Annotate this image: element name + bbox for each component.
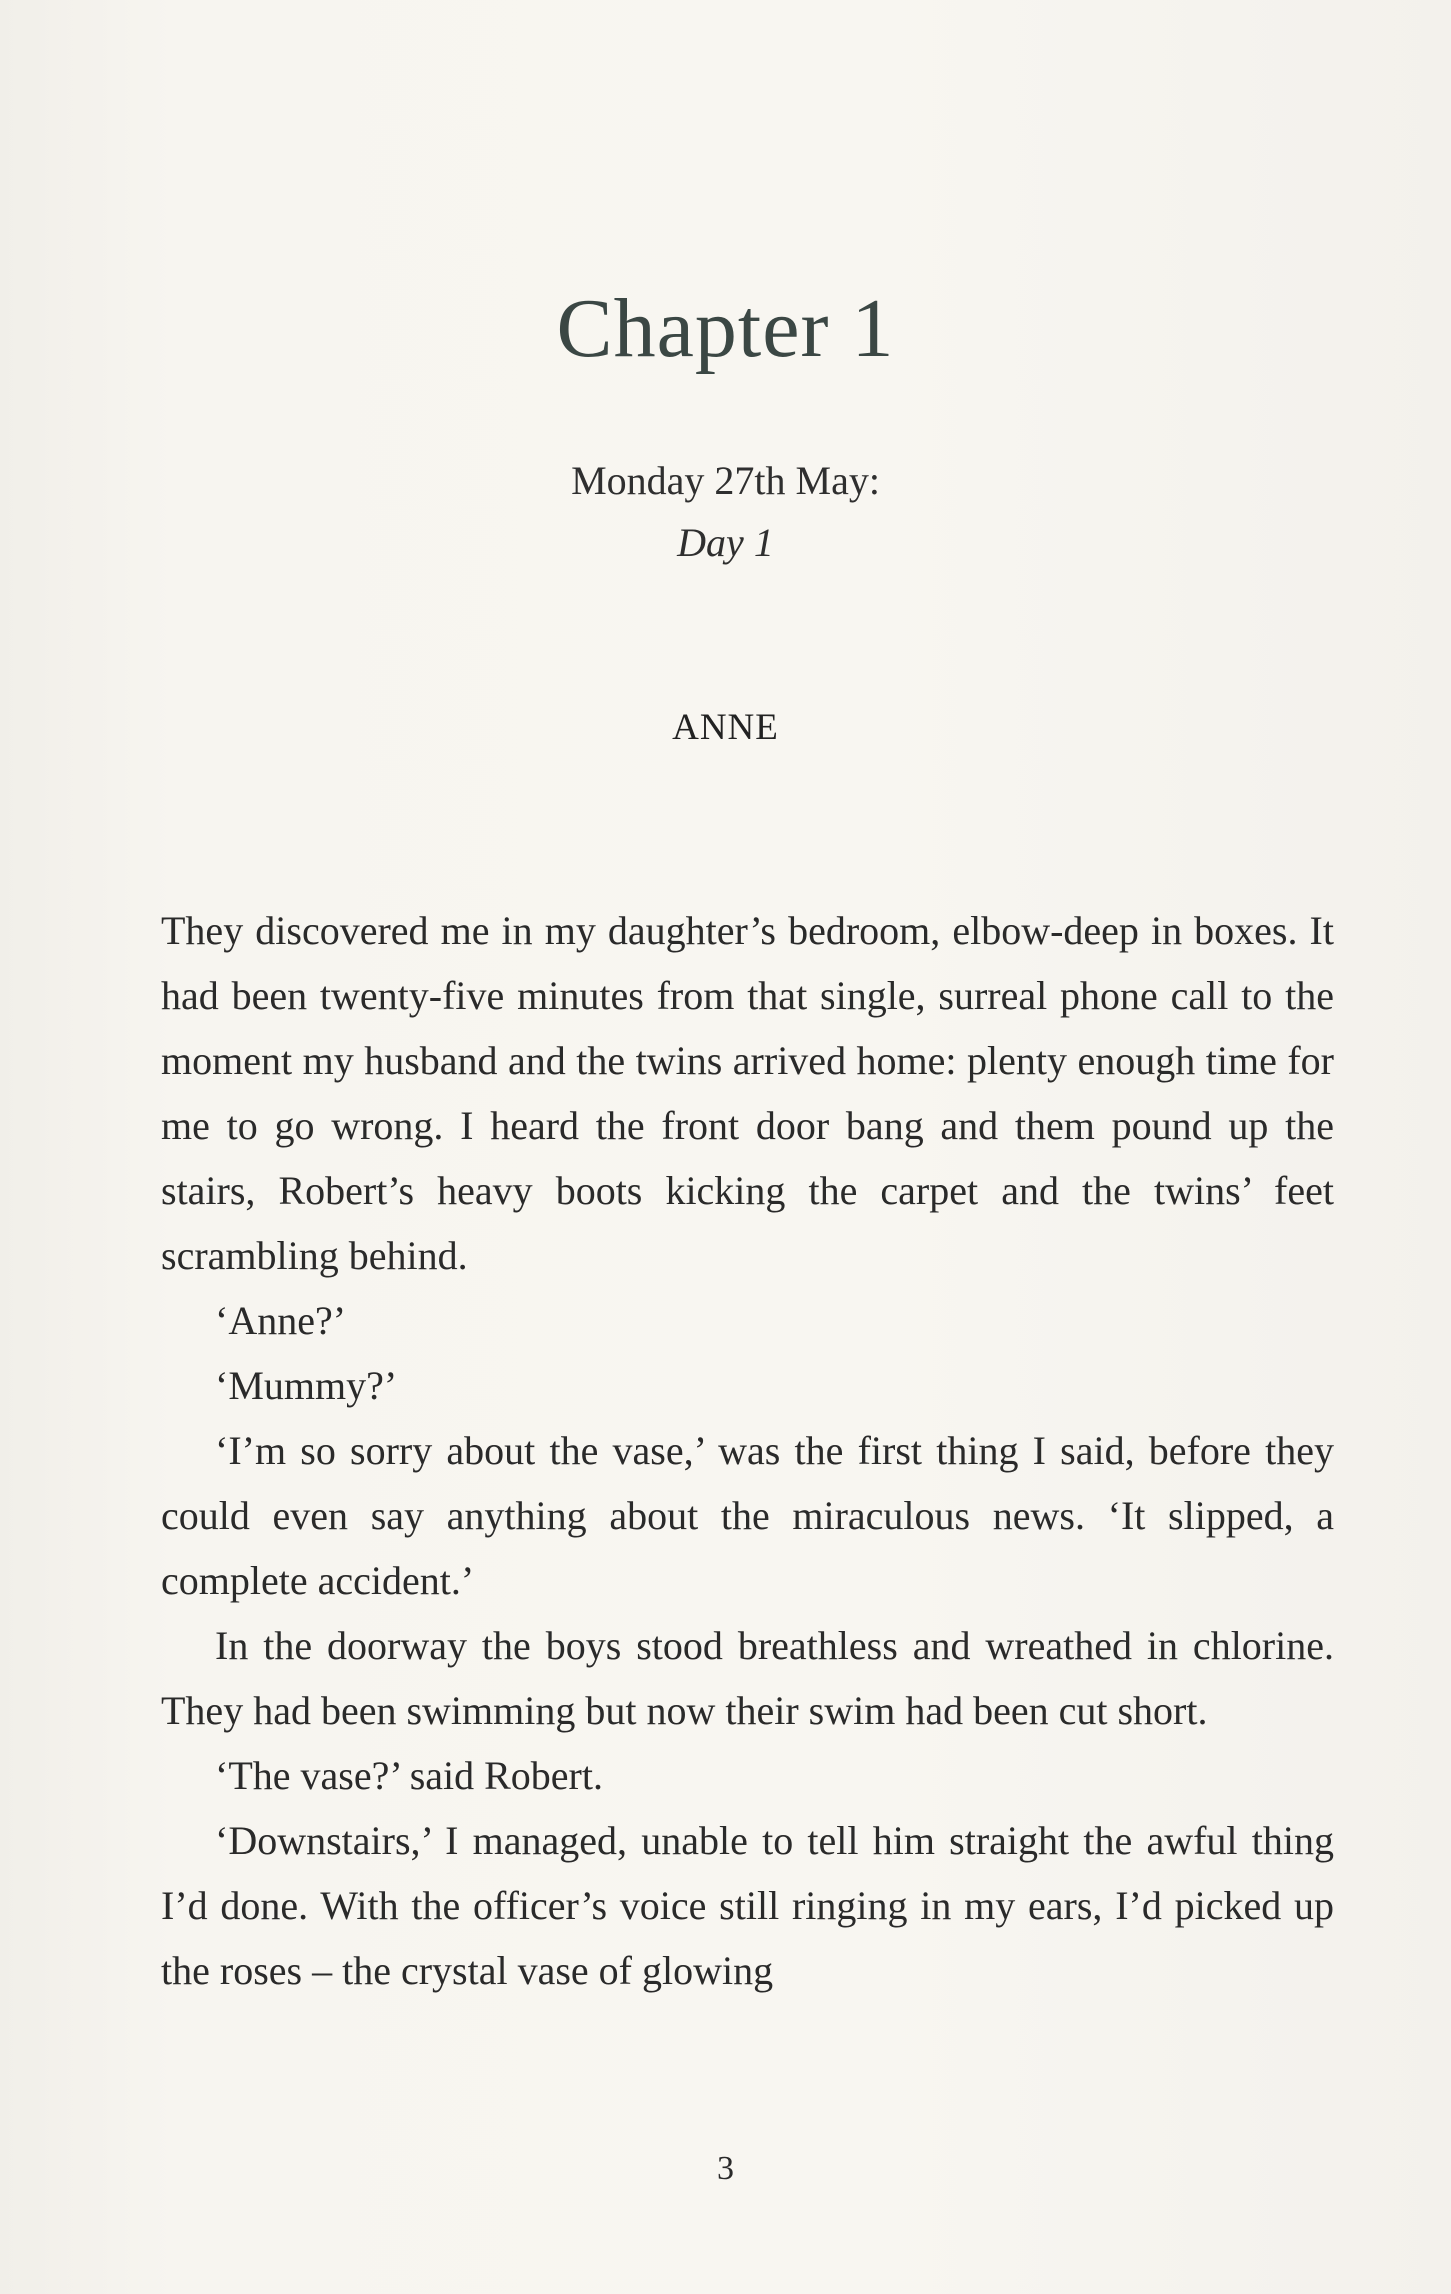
narrator-name: ANNE [672,707,779,748]
paragraph: ‘I’m so sorry about the vase,’ was the first thing I said, before they could even say anything about the miraculous news. ‘It slipped, a complete accident.’ [161,1428,1334,1603]
chapter-dateline [0,450,1451,574]
body-text [161,898,1334,2003]
paragraph: ‘Downstairs,’ I managed, unable to tell him straight the awful thing I’d done. With the officer’s voice still ringing in my ears, I’d picked up the roses – the crystal vase of glowing [161,1818,1334,1993]
chapter-day: Day 1 [677,520,774,565]
page-number: 3 [717,2150,734,2187]
paragraph: They discovered me in my daughter’s bedroom, elbow-deep in boxes. It had been twenty-five minutes from that single, surreal phone call to the moment my husband and the twins arrived home: plenty enough time for me to go wrong. I heard the front door bang and them pound up the stairs, Robert’s heavy boots kicking the carpet and the twins’ feet scrambling behind. [161,908,1334,1278]
paragraph: ‘Mummy?’ [215,1363,398,1408]
paragraph: In the doorway the boys stood breathless and wreathed in chlorine. They had been swimming but now their swim had been cut short. [161,1623,1334,1733]
paragraph: ‘Anne?’ [215,1298,347,1343]
paragraph: ‘The vase?’ said Robert. [215,1753,603,1798]
chapter-title: Chapter 1 [556,282,895,375]
chapter-date: Monday 27th May: [571,458,880,503]
